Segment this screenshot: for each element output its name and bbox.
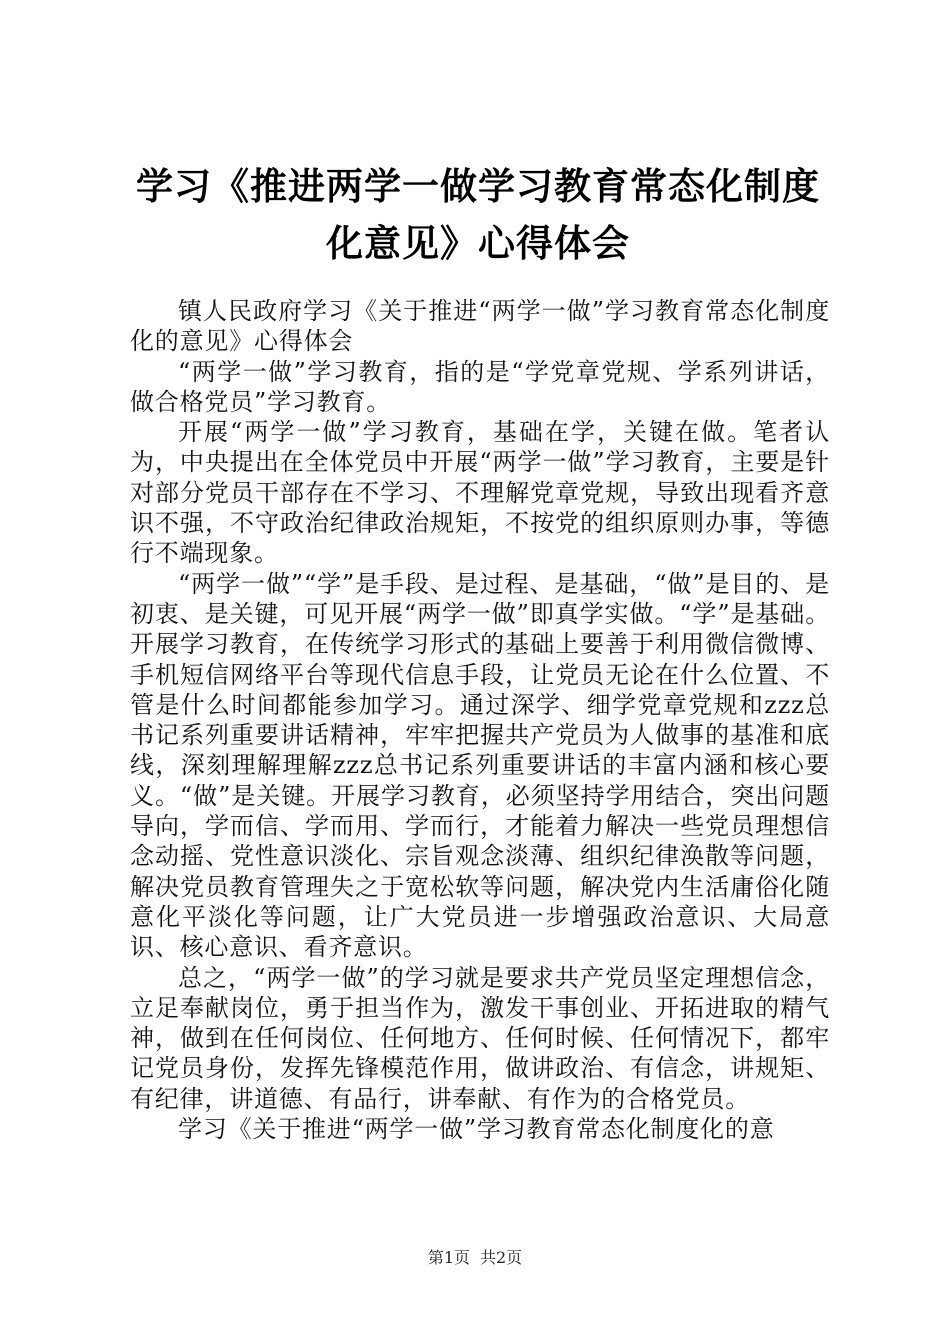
page-footer [0,1245,950,1268]
paragraph: 总之，“两学一做”的学习就是要求共产党员坚定理想信念，立足奉献岗位，勇于担当作为，激发干事创业、开拓进取的精气神，做到在任何岗位、任何地方、任何时候、任何情况下，都牢记党员身份，发挥先锋模范作用，做讲政治、有信念，讲规矩、有纪律，讲道德、有品行，讲奉献、有作为的合格党员。 [130,963,830,1113]
paragraph: “两学一做”学习教育，指的是“学党章党规、学系列讲话，做合格党员”学习教育。 [130,357,830,416]
paragraph: “两学一做”“学”是手段、是过程、是基础，“做”是目的、是初衷、是关键，可见开展“两学一做”即真学实做。“学”是基础。开展学习教育，在传统学习形式的基础上要善于利用微信微博、手机短信网络平台等现代信息手段，让党员无论在什么位置、不管是什么时间都能参加学习。通过深学、细学党章党规和zzz总书记系列重要讲话精神，牢牢把握共产党员为人做事的基准和底线，深刻理解理解zzz总书记系列重要讲话的丰富内涵和核心要义。“做”是关键。开展学习教育，必须坚持学用结合，突出问题导向，学而信、学而用、学而行，才能着力解决一些党员理想信念动摇、党性意识淡化、宗旨观念淡薄、组织纪律涣散等问题，解决党员教育管理失之于宽松软等问题，解决党内生活庸俗化随意化平淡化等问题，让广大党员进一步增强政治意识、大局意识、核心意识、看齐意识。 [130,569,830,962]
paragraph: 镇人民政府学习《关于推进“两学一做”学习教育常态化制度化的意见》心得体会 [130,297,830,356]
paragraph: 开展“两学一做”学习教育，基础在学，关键在做。笔者认为，中央提出在全体党员中开展“两学一做”学习教育，主要是针对部分党员干部存在不学习、不理解党章党规，导致出现看齐意识不强，不守政治纪律政治规矩，不按党的组织原则办事，等德行不端现象。 [130,418,830,568]
document-body [130,296,830,1144]
page-number: 第1页 [427,1248,470,1267]
paragraph: 学习《关于推进“两学一做”学习教育常态化制度化的意 [178,1115,775,1144]
page-total: 共2页 [480,1248,523,1267]
document-title: 学习《推进两学一做学习教育常态化制度化意见》心得体会 [136,165,820,265]
